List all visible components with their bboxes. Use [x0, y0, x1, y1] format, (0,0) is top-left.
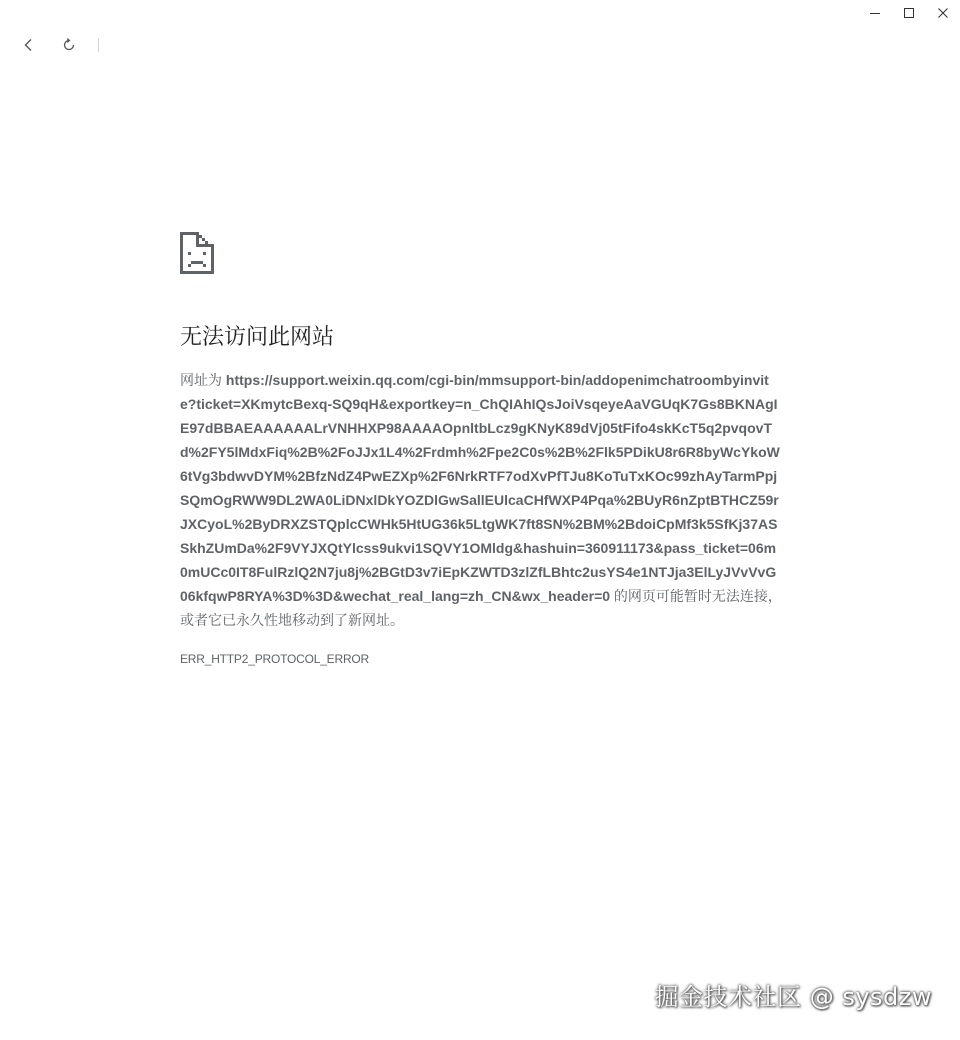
toolbar-divider — [98, 38, 99, 52]
minimize-button[interactable] — [858, 0, 892, 26]
sad-page-icon — [180, 232, 214, 274]
error-content — [180, 232, 782, 666]
error-description — [180, 368, 782, 632]
browser-toolbar — [0, 30, 960, 62]
chevron-left-icon — [22, 38, 36, 52]
error-title: 无法访问此网站 — [180, 325, 335, 350]
error-url: https://support.weixin.qq.com/cgi-bin/mmsupport-bin/addopenimchatroombyinvite?ticket=XKmytcBexq-SQ9qH&exportkey=n_ChQIAhIQsJoiVsqeyeAaVGUqK7Gs8BKNAgIE97dBBAEAAAAAALrVNHHXP98AAAAOpnltbLcz9gKNyK89dVj05tFifo4skKcT5q2pvqovTd%2FY5lMdxFiq%2B%2FoJJx1L4%2Frdmh%2Fpe2C0s%2B%2Flk5PDikU8r6R8byWcYkoW6tVg3bdwvDYM%2BfzNdZ4PwEZXp%2F6NrkRTF7odXvPfTJu8KoTuTxKOc99zhAyTarmPpjSQmOgRWW9DL2WA0LiDNxlDkYOZDlGwSallEUlcaCHfWXP4Pqa%2BUyR6nZptBTHCZ59rJXCyoL%2ByDRXZSTQplcCWHk5HtUG36k5LtgWK7ft8SN%2BM%2BdoiCpMf3k5SfKj37ASSkhZUmDa%2F9VYJXQtYlcss9ukvi1SQVY1OMldg&hashuin=360911173&pass_ticket=06m0mUCc0IT8FulRzlQ2N7ju8j%2BGtD3v7iEpKZWTD3zlZfLBhtc2usYS4e1NTJja3ElLyJVvVvG06kfqwP8RYA%3D%3D&wechat_real_lang=zh_CN&wx_header=0 — [180, 372, 780, 604]
error-desc-prefix: 网址为 — [180, 372, 226, 388]
minimize-icon — [870, 8, 880, 18]
close-icon — [938, 8, 948, 18]
reload-icon — [62, 38, 76, 52]
back-button[interactable] — [15, 31, 43, 59]
reload-button[interactable] — [55, 31, 83, 59]
error-code: ERR_HTTP2_PROTOCOL_ERROR — [180, 652, 370, 666]
window-controls — [858, 0, 960, 26]
maximize-icon — [904, 8, 914, 18]
watermark: 掘金技术社区 @ sysdzw — [654, 983, 932, 1011]
maximize-button[interactable] — [892, 0, 926, 26]
close-button[interactable] — [926, 0, 960, 26]
error-desc-suffix: 的网页可能暂时无法连接，或者它已永久性地移动到了新网址。 — [180, 588, 782, 628]
